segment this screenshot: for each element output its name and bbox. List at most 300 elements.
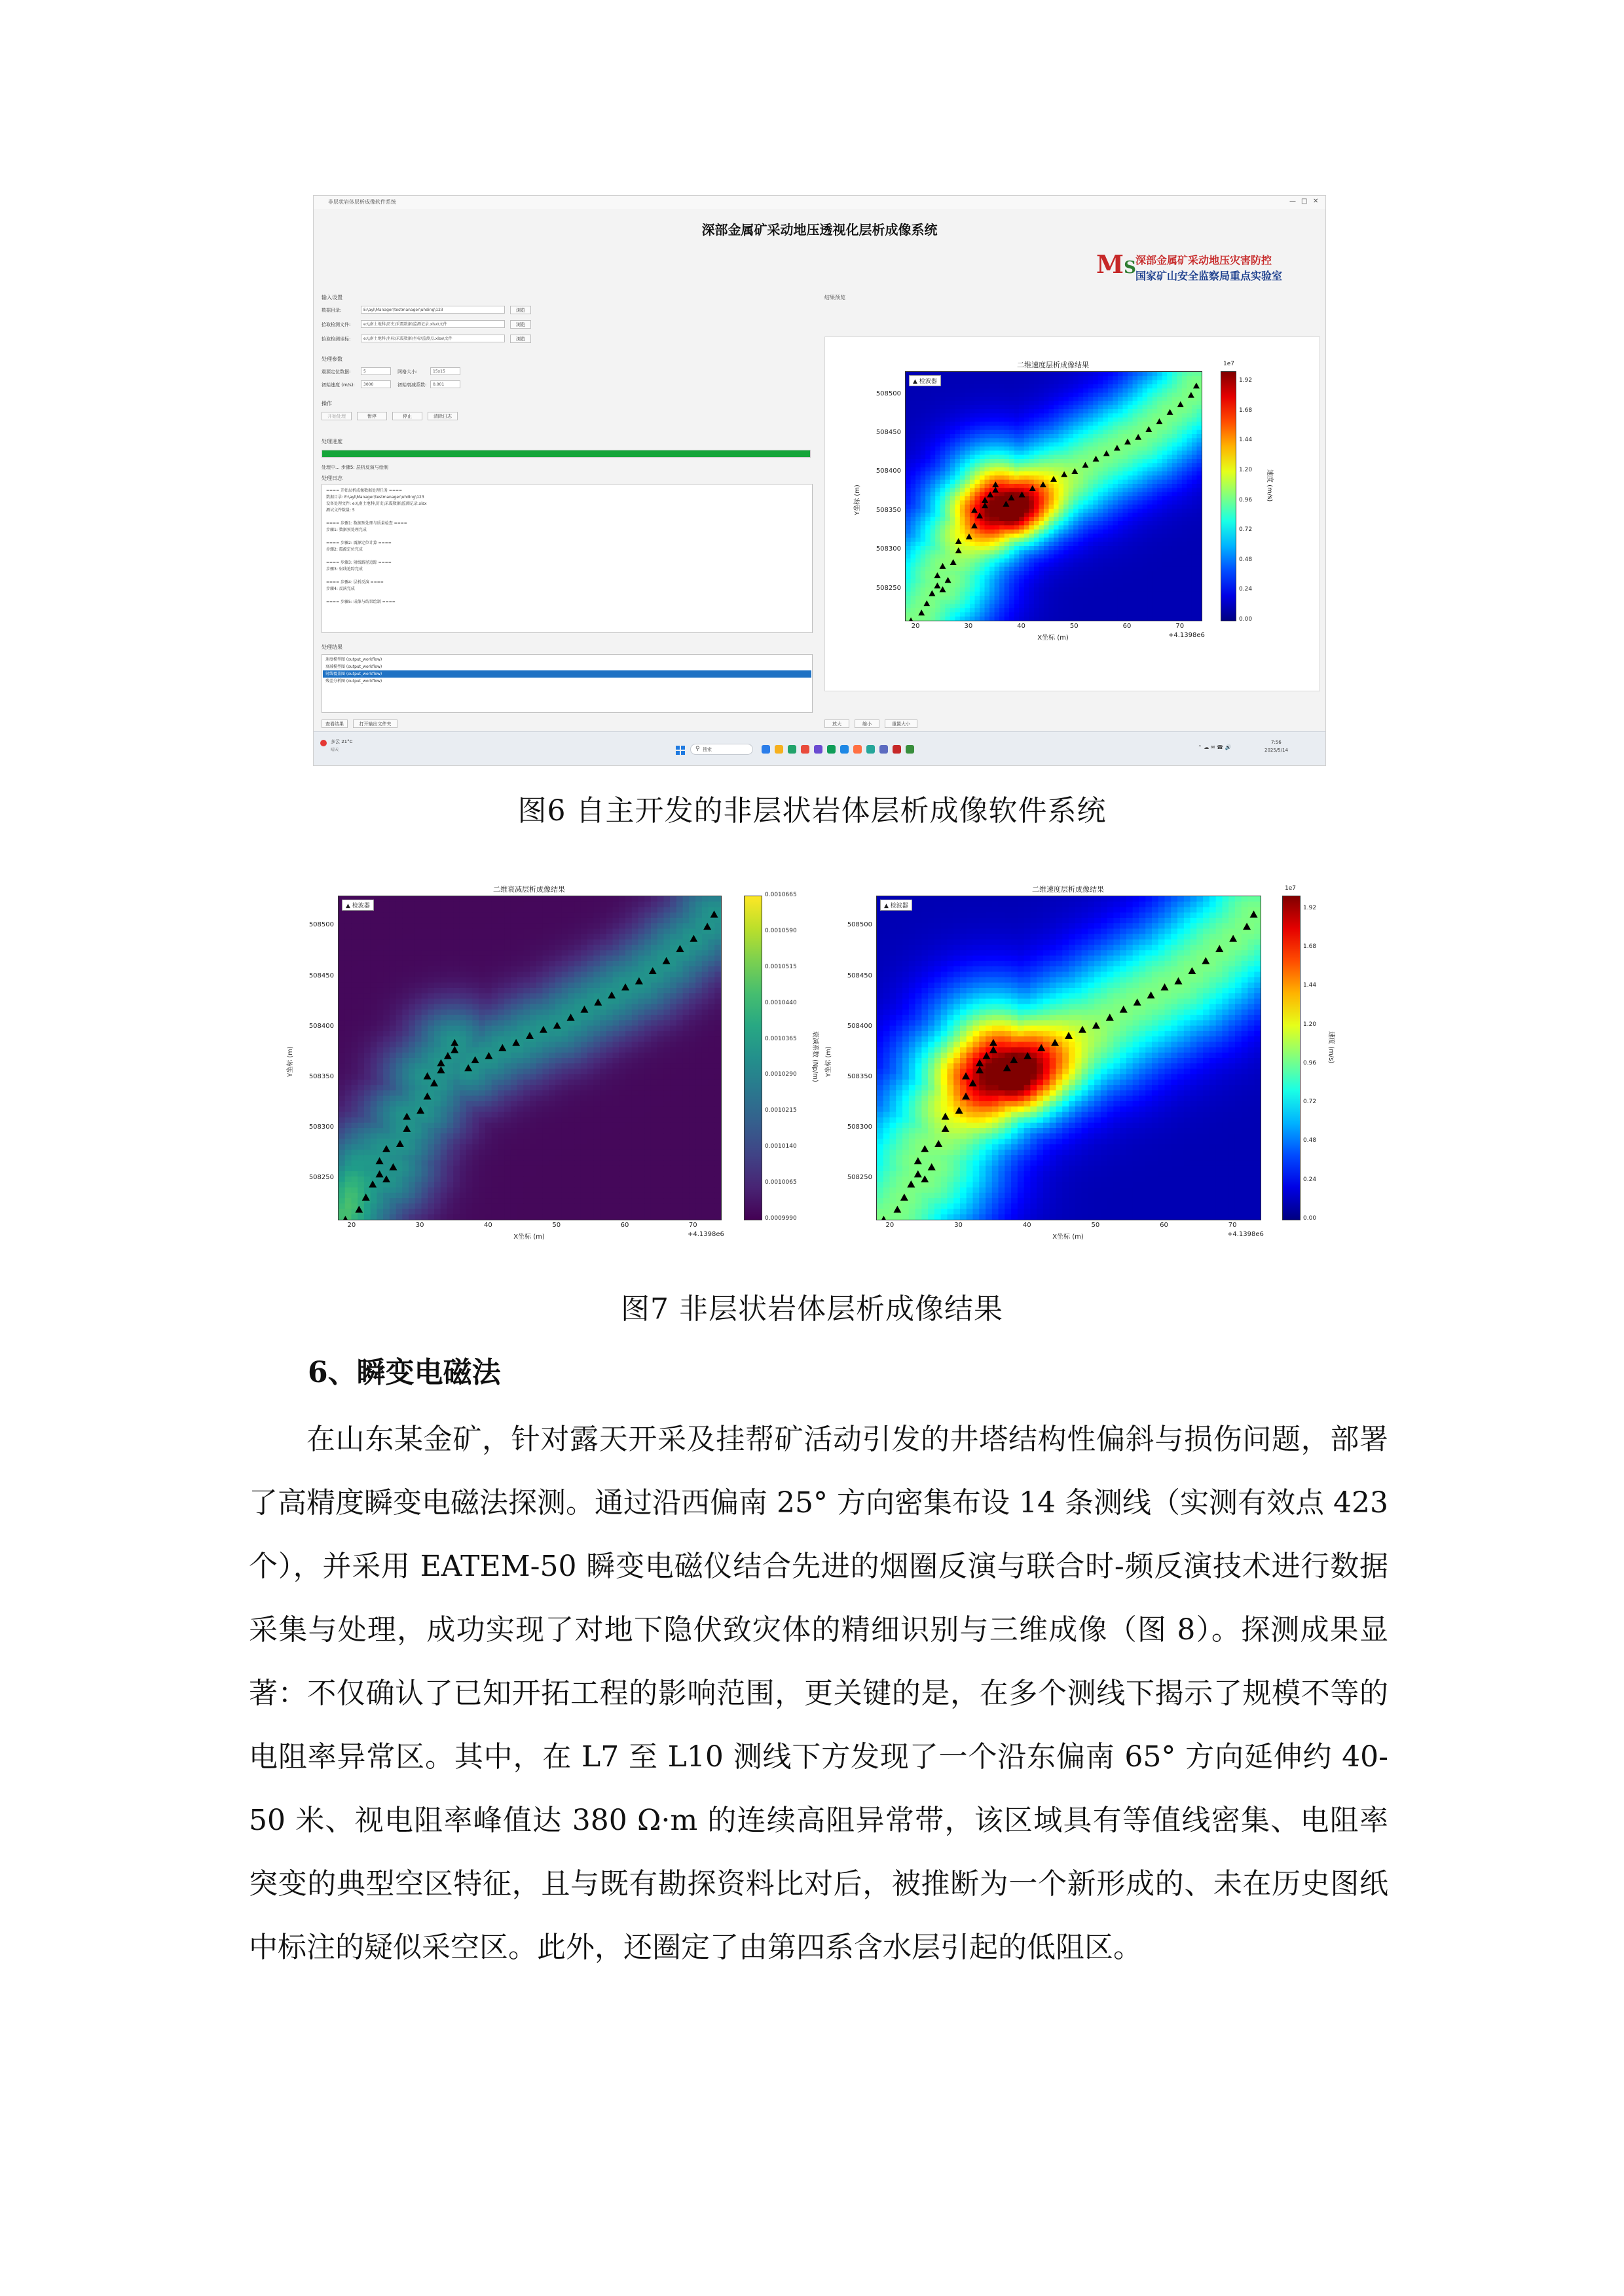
heatmap-cell (1187, 496, 1192, 501)
heatmap-cell (1093, 530, 1098, 534)
heatmap-cell (1029, 467, 1034, 472)
heatmap-cell (935, 567, 940, 572)
taskbar-app-icon[interactable] (775, 745, 783, 754)
result-list-item[interactable]: 衰减模型图 (output_workflow) (325, 665, 382, 669)
heatmap-cell (945, 612, 950, 617)
param-field-3[interactable]: 3000 (361, 380, 391, 388)
heatmap-cell (1034, 380, 1039, 385)
heatmap-cell (1157, 463, 1162, 467)
heatmap-cell (1103, 463, 1108, 467)
heatmap-cell (1108, 492, 1113, 497)
browse-button-3[interactable]: 浏览 (510, 335, 531, 343)
heatmap-cell (428, 1010, 434, 1015)
taskbar-app-icon[interactable] (762, 745, 770, 754)
heatmap-cell (1147, 583, 1153, 588)
heatmap-cell (1113, 459, 1118, 464)
heatmap-cell (985, 534, 990, 538)
param-field-2[interactable]: 15x15 (430, 367, 460, 375)
heatmap-cell (351, 1198, 358, 1204)
heatmap-cell (460, 1020, 466, 1026)
heatmap-cell (960, 530, 965, 534)
heatmap-cell (396, 1080, 403, 1085)
heatmap-cell (1063, 550, 1069, 555)
heatmap-cell (1054, 401, 1059, 405)
window-titlebar (314, 196, 1325, 209)
heatmap-cell (1187, 505, 1192, 509)
heatmap-cell (1113, 463, 1118, 467)
heatmap-cell (1039, 571, 1044, 575)
data-dir-field[interactable]: E:\ayl\Manager\testmanager\uhding\123 (361, 306, 505, 314)
heatmap-cell (377, 913, 383, 919)
heatmap-cell (1088, 471, 1094, 476)
heatmap-cell (940, 467, 946, 472)
stop-button[interactable]: 停止 (392, 412, 422, 420)
heatmap-cell (940, 517, 946, 522)
heatmap-cell (1167, 488, 1172, 492)
heatmap-cell (390, 939, 396, 945)
heatmap-cell (1122, 492, 1128, 497)
heatmap-cell (1088, 388, 1094, 393)
heatmap-cell (1034, 612, 1039, 617)
heatmap-cell (995, 596, 1000, 600)
heatmap-cell (1153, 430, 1158, 435)
heatmap-cell (1029, 600, 1034, 604)
heatmap-cell (1088, 604, 1094, 609)
heatmap-cell (1177, 384, 1182, 389)
heatmap-cell (1079, 608, 1084, 613)
heatmap-cell (915, 555, 921, 559)
heatmap-cell (1182, 443, 1187, 447)
heatmap-cell (925, 617, 931, 621)
heatmap-cell (377, 1085, 383, 1091)
heatmap-cell (1029, 434, 1034, 439)
heatmap-cell (1157, 530, 1162, 534)
clock-time[interactable]: 7:56 (1271, 740, 1282, 745)
heatmap-cell (1153, 380, 1158, 385)
view-result-button[interactable]: 查看结果 (322, 720, 348, 728)
heatmap-cell (402, 972, 409, 977)
taskbar-app-icon[interactable] (879, 745, 888, 754)
heatmap-cell (1029, 617, 1034, 621)
heatmap-cell (1034, 500, 1039, 505)
heatmap-cell (1196, 550, 1202, 555)
heatmap-cell (1133, 530, 1138, 534)
heatmap-cell (1048, 534, 1054, 538)
heatmap-cell (1054, 438, 1059, 443)
browse-button-2[interactable]: 浏览 (510, 320, 531, 329)
heatmap-cell (1187, 471, 1192, 476)
heatmap-cell (415, 1198, 422, 1204)
heatmap-cell (1153, 583, 1158, 588)
heatmap-cell (1005, 438, 1010, 443)
heatmap-cell (1029, 612, 1034, 617)
heatmap-cell (1059, 521, 1064, 526)
heatmap-cell (915, 397, 921, 401)
heatmap-cell (1063, 542, 1069, 547)
heatmap-cell (985, 409, 990, 414)
heatmap-cell (1122, 384, 1128, 389)
heatmap-cell (911, 525, 916, 530)
heatmap-cell (1014, 617, 1020, 621)
heatmap-cell (960, 521, 965, 526)
heatmap-cell (940, 596, 946, 600)
heatmap-cell (955, 558, 960, 563)
heatmap-cell (906, 409, 911, 414)
heatmap-cell (447, 1063, 453, 1069)
heatmap-cell (1108, 388, 1113, 393)
result-list-item[interactable]: 速度模型图 (output_workflow) (325, 657, 382, 662)
heatmap-cell (965, 430, 970, 435)
heatmap-cell (453, 1004, 460, 1010)
heatmap-cell (950, 418, 955, 422)
heatmap-cell (402, 1133, 409, 1139)
heatmap-cell (1054, 459, 1059, 464)
heatmap-cell (1088, 488, 1094, 492)
heatmap-cell (960, 592, 965, 596)
taskbar-app-icon[interactable] (827, 745, 836, 754)
heatmap-cell (1157, 521, 1162, 526)
taskbar-app-icon[interactable] (788, 745, 796, 754)
heatmap-cell (1039, 596, 1044, 600)
taskbar-app-icon[interactable] (906, 745, 914, 754)
heatmap-cell (945, 521, 950, 526)
heatmap-cell (1093, 388, 1098, 393)
open-folder-button[interactable]: 打开输出文件夹 (353, 720, 397, 728)
heatmap-cell (1069, 384, 1074, 389)
heatmap-cell (1122, 393, 1128, 397)
heatmap-cell (434, 1004, 441, 1010)
zoom-out-button[interactable]: 缩小 (855, 720, 879, 728)
heatmap-cell (441, 1166, 447, 1172)
heatmap-cell (428, 907, 434, 913)
heatmap-cell (995, 500, 1000, 505)
heatmap-cell (1098, 438, 1103, 443)
heatmap-cell (422, 1182, 428, 1188)
system-tray-icons[interactable]: ⌃ ☁ ✉ ☎ 🔊 (1198, 744, 1232, 750)
heatmap-cell (371, 1020, 377, 1026)
heatmap-cell (1059, 538, 1064, 542)
heatmap-cell (1187, 555, 1192, 559)
heatmap-cell (970, 422, 975, 426)
heatmap-cell (1093, 612, 1098, 617)
heatmap-cell (1162, 413, 1168, 418)
heatmap-cell (1108, 467, 1113, 472)
heatmap-cell (1059, 418, 1064, 422)
heatmap-cell (980, 558, 985, 563)
heatmap-cell (409, 1188, 415, 1194)
heatmap-cell (1167, 459, 1172, 464)
heatmap-cell (345, 1198, 352, 1204)
start-button[interactable]: 开始处理 (322, 412, 352, 420)
heatmap-cell (1059, 467, 1064, 472)
heatmap-cell (1044, 571, 1049, 575)
heatmap-cell (1108, 496, 1113, 501)
heatmap-cell (921, 455, 926, 460)
heatmap-cell (1069, 575, 1074, 579)
heatmap-cell (409, 1096, 415, 1102)
heatmap-cell (1073, 571, 1079, 575)
clear-log-button[interactable]: 清除日志 (428, 412, 458, 420)
heatmap-cell (428, 1063, 434, 1069)
heatmap-cell (950, 475, 955, 480)
heatmap-cell (447, 1036, 453, 1042)
heatmap-cell (945, 384, 950, 389)
result-list-item[interactable]: 射线覆盖图 (output_workflow) (323, 670, 811, 678)
heatmap-cell (434, 972, 441, 977)
heatmap-cell (402, 1068, 409, 1074)
heatmap-cell (1147, 513, 1153, 517)
heatmap-cell (1118, 393, 1123, 397)
heatmap-cell (931, 542, 936, 547)
heatmap-cell (1024, 393, 1029, 397)
heatmap-cell (1005, 546, 1010, 551)
heatmap-cell (921, 405, 926, 410)
heatmap-cell (415, 1188, 422, 1194)
close-icon[interactable]: ✕ (1313, 198, 1319, 205)
heatmap-cell (453, 939, 460, 945)
heatmap-cell (339, 966, 345, 972)
heatmap-cell (1073, 562, 1079, 567)
heatmap-cell (945, 555, 950, 559)
heatmap-cell (441, 998, 447, 1004)
start-icon[interactable] (676, 745, 685, 754)
heatmap-cell (402, 1106, 409, 1112)
heatmap-cell (925, 443, 931, 447)
heatmap-cell (1196, 534, 1202, 538)
heatmap-cell (422, 977, 428, 983)
heatmap-cell (1172, 525, 1177, 530)
heatmap-cell (945, 401, 950, 405)
heatmap-cell (447, 1155, 453, 1161)
heatmap-cell (1192, 443, 1197, 447)
heatmap-cell (1019, 608, 1024, 613)
heatmap-cell (921, 517, 926, 522)
heatmap-cell (1098, 525, 1103, 530)
heatmap-cell (1054, 430, 1059, 435)
heatmap-cell (383, 1080, 390, 1085)
heatmap-cell (970, 575, 975, 579)
result-list-item[interactable]: 残差分析图 (output_workflow) (325, 679, 382, 683)
heatmap-cell (447, 1068, 453, 1074)
heatmap-cell (931, 488, 936, 492)
log-line: 设备处理文件: e:\\南土地科\历史\采震数据\监测记录.xlsx (326, 501, 427, 506)
heatmap-cell (1014, 488, 1020, 492)
heatmap-cell (415, 1155, 422, 1161)
heatmap-cell (460, 1193, 466, 1199)
heatmap-cell (1029, 496, 1034, 501)
pick-file-field[interactable]: e:\\南土地科\历史\采震数据\监测记录.xlsx\文件 (361, 320, 505, 328)
heatmap-cell (965, 471, 970, 476)
taskbar-app-icon[interactable] (801, 745, 809, 754)
heatmap-cell (371, 1193, 377, 1199)
heatmap-cell (906, 521, 911, 526)
heatmap-cell (1192, 434, 1197, 439)
heatmap-cell (396, 939, 403, 945)
pause-button[interactable]: 暂停 (357, 412, 387, 420)
heatmap-cell (1157, 480, 1162, 484)
maximize-icon[interactable]: □ (1301, 198, 1308, 205)
heatmap-cell (989, 521, 995, 526)
heatmap-cell (1143, 438, 1148, 443)
heatmap-cell (358, 934, 364, 940)
heatmap-cell (409, 1015, 415, 1021)
heatmap-cell (1048, 505, 1054, 509)
heatmap-cell (911, 596, 916, 600)
heatmap-cell (415, 1139, 422, 1145)
heatmap-cell (1192, 534, 1197, 538)
heatmap-cell (1093, 575, 1098, 579)
result-list[interactable] (322, 654, 813, 713)
heatmap-cell (409, 1010, 415, 1015)
heatmap-cell (955, 617, 960, 621)
heatmap-cell (364, 1139, 371, 1145)
heatmap-cell (453, 1101, 460, 1107)
heatmap-cell (950, 604, 955, 609)
heatmap-cell (434, 1031, 441, 1037)
heatmap-cell (960, 450, 965, 455)
heatmap-cell (921, 450, 926, 455)
taskbar-app-icon[interactable] (840, 745, 849, 754)
heatmap-cell (1048, 409, 1054, 414)
zoom-in-button[interactable]: 放大 (824, 720, 849, 728)
taskbar-app-icon[interactable] (853, 745, 862, 754)
heatmap-cell (1069, 525, 1074, 530)
heatmap-cell (1167, 443, 1172, 447)
heatmap-cell (447, 945, 453, 951)
heatmap-cell (1048, 612, 1054, 617)
heatmap-cell (1157, 380, 1162, 385)
heatmap-cell (1177, 575, 1182, 579)
heatmap-cell (970, 401, 975, 405)
heatmap-cell (950, 434, 955, 439)
heatmap-cell (1113, 546, 1118, 551)
heatmap-cell (434, 1090, 441, 1096)
heatmap-cell (1073, 480, 1079, 484)
heatmap-cell (955, 467, 960, 472)
browse-button-1[interactable]: 浏览 (510, 306, 531, 314)
heatmap-cell (1009, 583, 1014, 588)
heatmap-cell (965, 579, 970, 584)
heatmap-cell (345, 1053, 352, 1059)
reset-size-button[interactable]: 重置大小 (885, 720, 917, 728)
heatmap-cell (1083, 443, 1088, 447)
heatmap-cell (1167, 617, 1172, 621)
heatmap-cell (358, 1166, 364, 1172)
heatmap-cell (1128, 422, 1133, 426)
heatmap-cell (1073, 446, 1079, 451)
log-panel[interactable] (322, 484, 813, 633)
heatmap-cell (1069, 401, 1074, 405)
heatmap-cell (1009, 587, 1014, 592)
heatmap-cell (1137, 608, 1143, 613)
heatmap-cell (466, 972, 473, 977)
heatmap-cell (1192, 558, 1197, 563)
heatmap-cell (383, 1139, 390, 1145)
heatmap-cell (1162, 534, 1168, 538)
heatmap-cell (945, 426, 950, 430)
heatmap-cell (921, 500, 926, 505)
heatmap-cell (1177, 538, 1182, 542)
heatmap-cell (1019, 471, 1024, 476)
heatmap-cell (950, 384, 955, 389)
heatmap-cell (1083, 401, 1088, 405)
heatmap-cell (1039, 500, 1044, 505)
heatmap-cell (390, 950, 396, 956)
heatmap-cell (980, 567, 985, 572)
heatmap-cell (921, 413, 926, 418)
param-field-4[interactable]: 0.001 (430, 380, 460, 388)
taskbar-search[interactable]: 搜索 (690, 744, 753, 755)
heatmap-cell (995, 617, 1000, 621)
heatmap-cell (1009, 401, 1014, 405)
heatmap-cell (1044, 376, 1049, 380)
minimize-icon[interactable]: — (1289, 198, 1296, 205)
heatmap-cell (911, 555, 916, 559)
heatmap-cell (980, 413, 985, 418)
heatmap-cell (989, 562, 995, 567)
heatmap-cell (1113, 484, 1118, 488)
heatmap-cell (970, 393, 975, 397)
heatmap-cell (960, 376, 965, 380)
heatmap-cell (1029, 443, 1034, 447)
taskbar-app-icon[interactable] (866, 745, 875, 754)
param-field-1[interactable]: 5 (361, 367, 391, 375)
heatmap-cell (1187, 480, 1192, 484)
heatmap-cell (453, 1128, 460, 1134)
heatmap-cell (1083, 380, 1088, 385)
heatmap-cell (985, 484, 990, 488)
taskbar-app-icon[interactable] (893, 745, 901, 754)
heatmap-cell (390, 1031, 396, 1037)
heatmap-cell (1143, 538, 1148, 542)
heatmap-cell (965, 604, 970, 609)
heatmap-cell (906, 500, 911, 505)
heatmap-cell (390, 977, 396, 983)
heatmap-cell (970, 562, 975, 567)
heatmap-cell (1093, 430, 1098, 435)
heatmap-cell (1103, 583, 1108, 588)
pick-coord-field[interactable]: e:\\南土地科\坐标\采震数据\坐标\监测点.xlsx\文件 (361, 335, 505, 342)
heatmap-cell (441, 1085, 447, 1091)
heatmap-cell (351, 966, 358, 972)
taskbar-app-icon[interactable] (814, 745, 822, 754)
heatmap-cell (1034, 422, 1039, 426)
heatmap-cell (1048, 592, 1054, 596)
heatmap-cell (1113, 376, 1118, 380)
heatmap-cell (921, 587, 926, 592)
heatmap-cell (1069, 562, 1074, 567)
heatmap-cell (1172, 488, 1177, 492)
heatmap-cell (396, 1026, 403, 1032)
heatmap-cell (339, 1096, 345, 1102)
heatmap-cell (1063, 600, 1069, 604)
heatmap-cell (915, 530, 921, 534)
heatmap-cell (447, 1198, 453, 1204)
heatmap-cell (460, 966, 466, 972)
heatmap-cell (1103, 422, 1108, 426)
heatmap-cell (1039, 475, 1044, 480)
heatmap-cell (1128, 562, 1133, 567)
heatmap-cell (460, 1090, 466, 1096)
weather-text[interactable]: 多云 21°C (331, 739, 353, 744)
heatmap-cell (422, 1133, 428, 1139)
heatmap-cell (466, 988, 473, 994)
heatmap-cell (428, 1042, 434, 1048)
heatmap-cell (1009, 388, 1014, 393)
x-axis-label: X坐标 (m) (1037, 634, 1069, 642)
heatmap-cell (1083, 513, 1088, 517)
heatmap-cell (453, 945, 460, 951)
